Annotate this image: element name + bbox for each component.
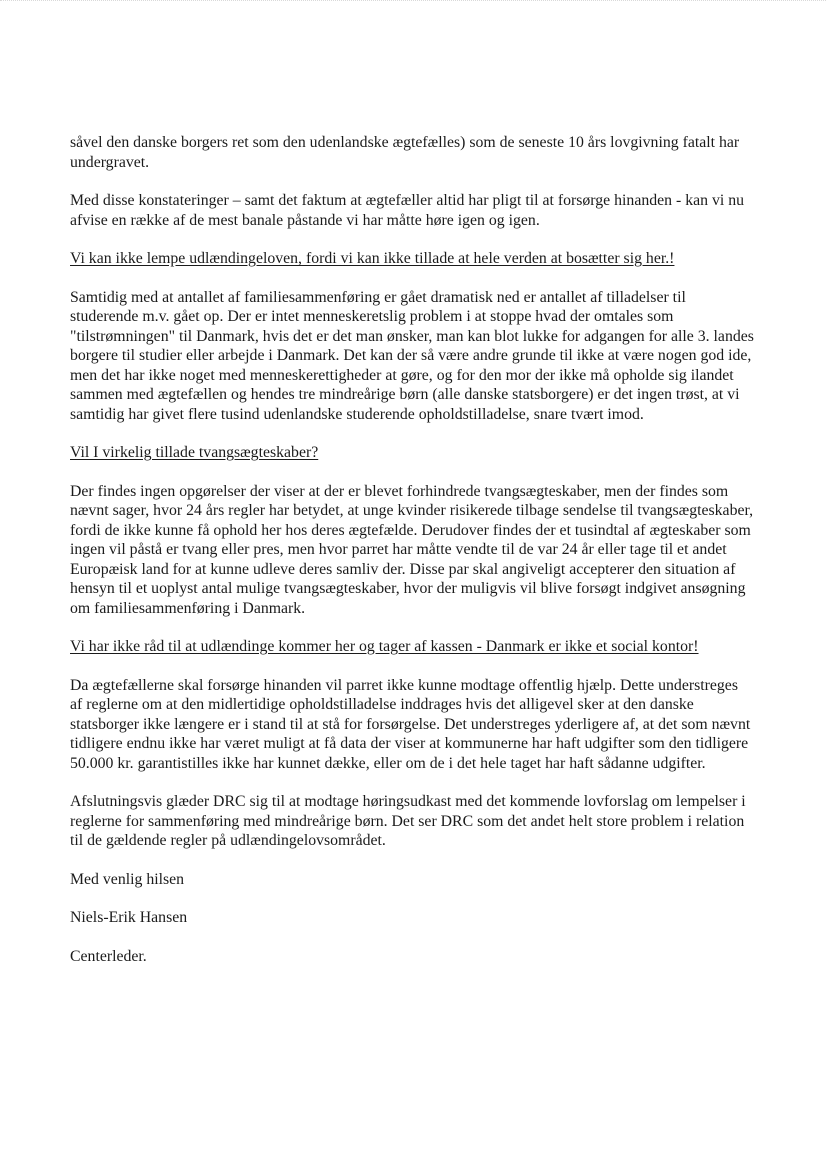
paragraph-continuation: såvel den danske borgers ret som den udenlandske ægtefælles) som de seneste 10 års lovgivning fatalt har undergravet. (70, 134, 740, 171)
scan-edge (0, 0, 826, 34)
letter-page (70, 133, 754, 985)
signature-name: Niels-Erik Hansen (70, 909, 188, 926)
paragraph-support: Da ægtefællerne skal forsørge hinanden vil parret ikke kunne modtage offentlig hjælp. Dette understreges af reglerne om at den midlertidige opholdstilladelse inddrages hvis det alligevel sker at den danske statsborger ikke længere er i stand til at stå for forsørgelse. Det understreges yderligere af, at det som nævnt tidligere endnu ikke har været muligt at få data der viser at kommunerne har haft udgifter som den tidligere 50.000 kr. garantistilles ikke har kunnet dække, eller om de i det hele taget har haft sådanne udgifter. (70, 676, 751, 772)
paragraph-forced-marriages: Der findes ingen opgørelser der viser at der er blevet forhindrede tvangsægteskaber, men der findes som nævnt sager, hvor 24 års regler har betydet, at unge kvinder risikerede tilbage sendelse til tvangsægteskaber, fordi de ikke kunne få ophold her hos deres ægtefælde. Derudover findes der et tusindtal af ægteskaber som ingen vil påstå er tvang eller pres, men hvor parret har måtte vendte til de var 24 år eller tage til et andet Europæisk land for at kunne udleve deres samliv der. Disse par skal angiveligt accepterer den situation af hensyn til et uoplyst antal mulige tvangsægteskaber, hvor der muligvis vil blive forsøgt indgivet ansøgning om familiesammenføring i Danmark. (70, 482, 754, 617)
closing-greeting: Med venlig hilsen (70, 870, 185, 888)
paragraph-final: Afslutningsvis glæder DRC sig til at modtage høringsudkast med det kommende lovforslag om lempelser i reglerne for sammenføring med mindreårige børn. Det ser DRC som det andet helt store problem i relation til de gældende regler på udlændingelovsområdet. (70, 793, 746, 849)
paragraph-conclusions: Med disse konstateringer – samt det faktum at ægtefæller altid har pligt til at forsørge hinanden - kan vi nu afvise en række af de mest banale påstande vi har måtte høre igen og igen. (70, 192, 744, 229)
signature-title: Centerleder. (70, 947, 147, 965)
paragraph-students: Samtidig med at antallet af familiesammenføring er gået dramatisk ned er antallet af tilladelser til studerende m.v. gået op. Der er intet menneskeretslig problem i at stoppe hvad der omtales som "tilstrømningen" til Danmark, hvis det er det man ønsker, man kan blot lukke for adgangen for alle 3. landes borgere til studier eller arbejde i Danmark. Det kan der så være andre grunde til ikke at være nogen god ide, men det har ikke noget med menneskerettigheder at gøre, og for den mor der ikke må opholde sig ilandet sammen med ægtefællen og hendes tre mindreårige børn (alle danske statsborgere) er det ingen trøst, at vi samtidig har givet flere tusind udenlandske studerende opholdstilladelse, snare tvært imod. (70, 288, 754, 423)
section-heading-social-kontor: Vi har ikke råd til at udlændinge kommer her og tager af kassen - Danmark er ikke et social kontor! (70, 638, 699, 655)
section-heading-tvangsaegteskaber: Vil I virkelig tillade tvangsægteskaber? (70, 444, 319, 461)
section-heading-lempe: Vi kan ikke lempe udlændingeloven, fordi vi kan ikke tillade at hele verden at bosætter sig her.! (70, 250, 675, 267)
